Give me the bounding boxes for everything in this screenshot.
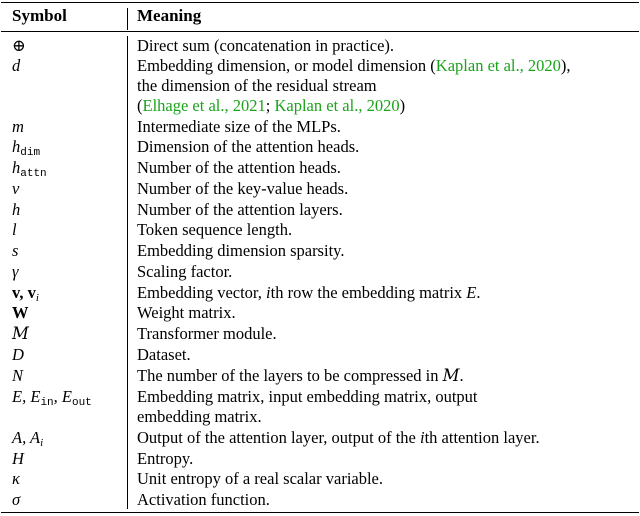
citation-link[interactable]: Elhage et al., 2021 xyxy=(142,96,266,115)
meaning-cell: Number of the key-value heads. xyxy=(137,179,349,198)
symbol-cell: v, $v_i$ xyxy=(12,283,39,304)
meaning-cell: Dataset. xyxy=(137,345,191,364)
header-column-divider xyxy=(127,8,128,30)
meaning-cell: Activation function. xyxy=(137,490,270,509)
citation-link[interactable]: Kaplan et al., 2020 xyxy=(274,96,400,115)
meaning-cell: Embedding matrix, input embedding matrix, output embedding matrix. xyxy=(137,387,478,426)
symbol-cell: H xyxy=(12,449,24,468)
meaning-cell: Unit entropy of a real scalar variable. xyxy=(137,469,384,488)
symbol-cell: $h_{dim}$ xyxy=(12,137,41,159)
top-rule xyxy=(1,2,639,3)
symbol-cell: $h_{attn}$ xyxy=(12,158,47,180)
meaning-cell: Output of the attention layer, output of the ith attention layer. xyxy=(137,428,540,447)
meaning-cell: Token sequence length. xyxy=(137,220,293,239)
header-rule xyxy=(1,31,639,32)
meaning-cell: Transformer module. xyxy=(137,324,277,343)
header-symbol: Symbol xyxy=(12,6,67,25)
symbol-cell: σ xyxy=(12,490,21,509)
meaning-cell: Embedding dimension, or model dimension (Kaplan et al., 2020), the dimension of the residual stream (Elhage et al., 2021; Kaplan et al., 2020) xyxy=(137,56,571,115)
symbol-cell: m xyxy=(12,117,24,136)
symbol-cell: s xyxy=(12,241,19,260)
meaning-cell: Intermediate size of the MLPs. xyxy=(137,117,341,136)
meaning-cell: The number of the layers to be compressed in M. xyxy=(137,366,464,385)
meaning-cell: Number of the attention heads. xyxy=(137,158,341,177)
meaning-cell: Direct sum (concatenation in practice). xyxy=(137,36,395,55)
symbol-cell: κ xyxy=(12,469,20,488)
symbol-cell: ⊕ xyxy=(12,36,26,55)
symbol-cell: E, $E_{in}$, $E_{out}$ xyxy=(12,387,92,409)
symbol-cell: M xyxy=(12,324,29,343)
bottom-rule xyxy=(1,512,639,513)
symbol-cell: l xyxy=(12,220,17,239)
symbol-cell: h xyxy=(12,200,21,219)
body-column-divider xyxy=(127,36,128,509)
meaning-cell: Embedding vector, ith row the embedding matrix E. xyxy=(137,283,481,302)
meaning-cell: Embedding dimension sparsity. xyxy=(137,241,345,260)
meaning-cell: Weight matrix. xyxy=(137,303,236,322)
symbol-cell: D xyxy=(12,345,24,364)
symbol-cell: W xyxy=(12,303,29,322)
symbol-cell: d xyxy=(12,56,21,75)
meaning-cell: Entropy. xyxy=(137,449,194,468)
meaning-cell: Dimension of the attention heads. xyxy=(137,137,360,156)
header-meaning: Meaning xyxy=(137,6,202,25)
symbol-cell: γ xyxy=(12,262,19,281)
symbol-cell: A, $A_i$ xyxy=(12,428,44,449)
citation-link[interactable]: Kaplan et al., 2020 xyxy=(435,56,561,75)
meaning-cell: Number of the attention layers. xyxy=(137,200,343,219)
symbol-cell: v xyxy=(12,179,20,198)
symbol-cell: N xyxy=(12,366,24,385)
meaning-cell: Scaling factor. xyxy=(137,262,233,281)
